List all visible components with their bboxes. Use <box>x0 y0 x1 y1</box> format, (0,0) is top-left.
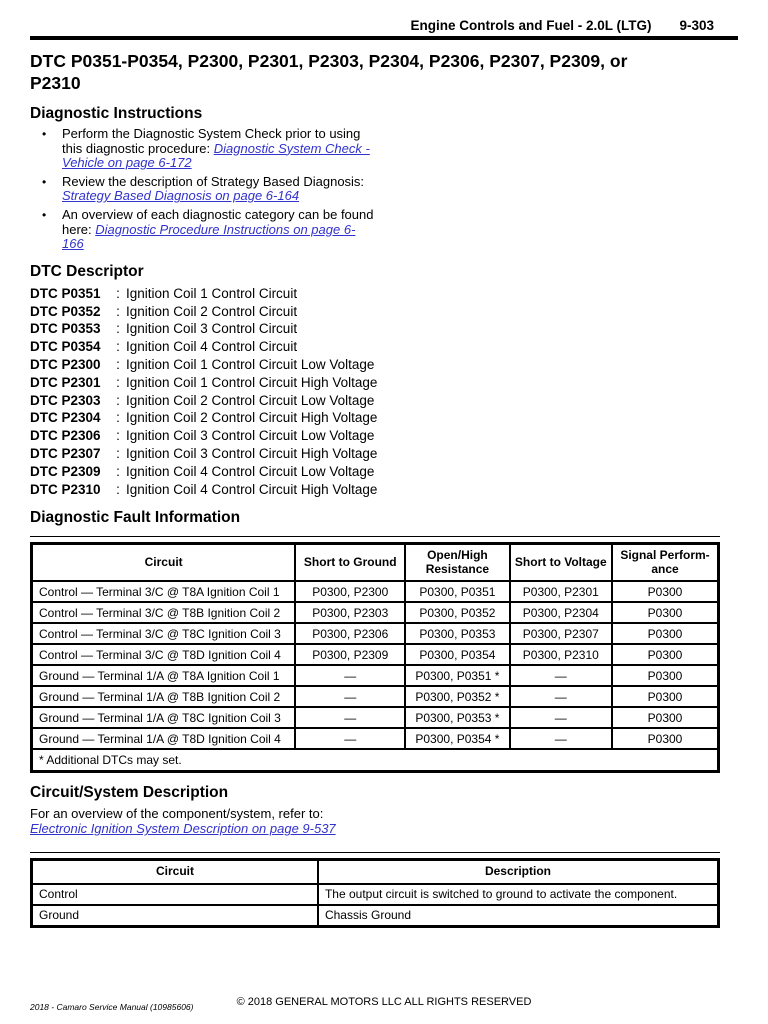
dtc-colon: : <box>116 321 120 337</box>
footer-copyright: © 2018 GENERAL MOTORS LLC ALL RIGHTS RESERVED <box>236 996 532 1008</box>
heading-diagnostic-fault-information: Diagnostic Fault Information <box>30 509 241 527</box>
running-header <box>30 18 738 40</box>
dtc-description: Ignition Coil 2 Control Circuit High Voltage <box>126 410 378 426</box>
dtc-description: Ignition Coil 2 Control Circuit Low Voltage <box>126 392 375 408</box>
table-cell: Ground <box>32 905 318 927</box>
dtc-descriptor-row <box>30 303 738 321</box>
doc-link[interactable]: Diagnostic System Check - Vehicle on page 6-172 <box>62 140 370 171</box>
dtc-descriptor-list <box>30 285 738 499</box>
table-cell: P0300, P2307 <box>510 623 612 644</box>
table-cell: Control — Terminal 3/C @ T8A Ignition Coil 1 <box>32 581 296 602</box>
table-cell: — <box>510 728 612 749</box>
table-cell: P0300 <box>612 707 719 728</box>
dtc-descriptor-row <box>30 285 738 303</box>
dtc-descriptor-row <box>30 356 738 374</box>
table-cell: P0300, P2304 <box>510 602 612 623</box>
table-cell: — <box>295 707 405 728</box>
dtc-colon: : <box>116 463 120 479</box>
table-cell: P0300, P2309 <box>295 644 405 665</box>
table-header-cell: Short to Ground <box>295 544 405 582</box>
table-header-cell: Signal Perform-ance <box>612 544 719 582</box>
dtc-descriptor-row <box>30 463 738 481</box>
instruction-text: Review the description of Strategy Based Diagnosis: <box>62 173 365 189</box>
dtc-description: Ignition Coil 1 Control Circuit Low Voltage <box>126 356 375 372</box>
doc-link[interactable]: Strategy Based Diagnosis on page 6-164 <box>62 188 300 204</box>
table-header-row <box>32 860 719 884</box>
table-cell: Ground — Terminal 1/A @ T8D Ignition Coil 4 <box>32 728 296 749</box>
dtc-description: Ignition Coil 1 Control Circuit High Voltage <box>126 374 378 390</box>
table-cell: P0300, P0353 <box>405 623 509 644</box>
table-cell: P0300, P0353 * <box>405 707 509 728</box>
dtc-code: DTC P0353 <box>30 321 101 337</box>
table-cell: Control <box>32 884 318 905</box>
dtc-descriptor-row <box>30 481 738 499</box>
dtc-description: Ignition Coil 2 Control Circuit <box>126 303 298 319</box>
table-header-cell: Short to Voltage <box>510 544 612 582</box>
instruction-text: An overview of each diagnostic category can be found here: <box>62 206 374 237</box>
table-cell: P0300 <box>612 644 719 665</box>
table-header-cell: Description <box>318 860 719 884</box>
dtc-descriptor-row <box>30 320 738 338</box>
table-cell: Ground — Terminal 1/A @ T8A Ignition Coil 1 <box>32 665 296 686</box>
table-cell: Control — Terminal 3/C @ T8B Ignition Coil 2 <box>32 602 296 623</box>
circuit-system-intro: For an overview of the component/system, refer to: <box>30 806 324 822</box>
running-header-page-number: 9-303 <box>679 18 714 33</box>
table-header-cell: Circuit <box>32 860 318 884</box>
dtc-code: DTC P0352 <box>30 303 101 319</box>
table-cell: P0300, P0351 <box>405 581 509 602</box>
dtc-descriptor-row <box>30 409 738 427</box>
fault-table-topline <box>30 536 720 537</box>
table-cell: — <box>295 686 405 707</box>
table-row <box>32 707 719 728</box>
dtc-code: DTC P2301 <box>30 374 101 390</box>
running-header-section: Engine Controls and Fuel - 2.0L (LTG) <box>410 18 652 33</box>
instruction-text: Perform the Diagnostic System Check prior to using this diagnostic procedure: <box>62 126 361 156</box>
table-cell: Ground — Terminal 1/A @ T8C Ignition Coil 3 <box>32 707 296 728</box>
dtc-descriptor-row <box>30 374 738 392</box>
dtc-colon: : <box>116 445 120 461</box>
instruction-item <box>42 208 375 252</box>
page-title: DTC P0351-P0354, P2300, P2301, P2303, P2304, P2306, P2307, P2309, or P2310 <box>30 51 628 93</box>
table-cell: P0300 <box>612 686 719 707</box>
dtc-description: Ignition Coil 4 Control Circuit Low Voltage <box>126 463 375 479</box>
doc-link-electronic-ignition[interactable]: Electronic Ignition System Description on page 9-537 <box>30 821 336 837</box>
table-row <box>32 602 719 623</box>
table-cell: — <box>510 707 612 728</box>
table-row <box>32 905 719 927</box>
table-row <box>32 884 719 905</box>
table-cell: — <box>510 665 612 686</box>
dtc-code: DTC P0351 <box>30 285 101 301</box>
table-row <box>32 644 719 665</box>
footer-manual-name: 2018 - Camaro Service Manual (10985606) <box>30 1002 194 1012</box>
diagnostic-instructions-list <box>30 127 375 252</box>
dtc-descriptor-row <box>30 392 738 410</box>
dtc-code: DTC P0354 <box>30 339 101 355</box>
description-table <box>30 858 720 928</box>
description-table-block <box>30 852 738 928</box>
dtc-description: Ignition Coil 3 Control Circuit <box>126 321 298 337</box>
header-rule <box>30 36 738 40</box>
fault-table <box>30 542 720 773</box>
dtc-descriptor-row <box>30 445 738 463</box>
table-row <box>32 728 719 749</box>
table-footnote-cell: * Additional DTCs may set. <box>32 749 719 772</box>
table-row <box>32 581 719 602</box>
description-table-topline <box>30 852 720 853</box>
table-header-cell: Circuit <box>32 544 296 582</box>
table-cell: P0300, P0351 * <box>405 665 509 686</box>
dtc-code: DTC P2310 <box>30 481 101 497</box>
table-cell: P0300, P2303 <box>295 602 405 623</box>
dtc-descriptor-row <box>30 338 738 356</box>
table-footnote-row <box>32 749 719 772</box>
table-cell: P0300, P2301 <box>510 581 612 602</box>
dtc-colon: : <box>116 392 120 408</box>
table-cell: The output circuit is switched to ground to activate the component. <box>318 884 719 905</box>
dtc-colon: : <box>116 285 120 301</box>
dtc-description: Ignition Coil 3 Control Circuit Low Voltage <box>126 428 375 444</box>
table-cell: Ground — Terminal 1/A @ T8B Ignition Coil 2 <box>32 686 296 707</box>
dtc-code: DTC P2304 <box>30 410 101 426</box>
dtc-description: Ignition Coil 4 Control Circuit <box>126 339 298 355</box>
dtc-colon: : <box>116 481 120 497</box>
instruction-item <box>42 127 375 171</box>
dtc-colon: : <box>116 410 120 426</box>
table-cell: P0300 <box>612 581 719 602</box>
dtc-descriptor-row <box>30 427 738 445</box>
table-cell: P0300, P0352 <box>405 602 509 623</box>
table-cell: — <box>295 728 405 749</box>
table-cell: P0300, P2310 <box>510 644 612 665</box>
dtc-code: DTC P2300 <box>30 356 101 372</box>
table-cell: P0300, P2300 <box>295 581 405 602</box>
doc-link[interactable]: Diagnostic Procedure Instructions on page 6-166 <box>62 221 356 252</box>
table-cell: P0300, P0354 <box>405 644 509 665</box>
dtc-description: Ignition Coil 1 Control Circuit <box>126 285 298 301</box>
table-cell: — <box>510 686 612 707</box>
table-cell: Chassis Ground <box>318 905 719 927</box>
table-cell: P0300 <box>612 728 719 749</box>
heading-diagnostic-instructions: Diagnostic Instructions <box>30 105 203 122</box>
table-row <box>32 623 719 644</box>
table-cell: P0300 <box>612 602 719 623</box>
dtc-colon: : <box>116 428 120 444</box>
dtc-colon: : <box>116 356 120 372</box>
table-cell: P0300 <box>612 665 719 686</box>
table-header-row <box>32 544 719 582</box>
dtc-description: Ignition Coil 3 Control Circuit High Voltage <box>126 445 378 461</box>
dtc-colon: : <box>116 374 120 390</box>
dtc-colon: : <box>116 339 120 355</box>
table-row <box>32 686 719 707</box>
dtc-code: DTC P2307 <box>30 445 101 461</box>
table-row <box>32 665 719 686</box>
dtc-code: DTC P2306 <box>30 428 101 444</box>
dtc-code: DTC P2309 <box>30 463 101 479</box>
heading-circuit-system-description: Circuit/System Description <box>30 784 229 802</box>
table-cell: — <box>295 665 405 686</box>
dtc-code: DTC P2303 <box>30 392 101 408</box>
dtc-colon: : <box>116 303 120 319</box>
table-cell: P0300 <box>612 623 719 644</box>
fault-table-block <box>30 536 738 773</box>
table-cell: Control — Terminal 3/C @ T8D Ignition Coil 4 <box>32 644 296 665</box>
table-cell: P0300, P2306 <box>295 623 405 644</box>
dtc-description: Ignition Coil 4 Control Circuit High Voltage <box>126 481 378 497</box>
table-cell: P0300, P0354 * <box>405 728 509 749</box>
table-cell: Control — Terminal 3/C @ T8C Ignition Coil 3 <box>32 623 296 644</box>
instruction-item <box>42 175 375 204</box>
heading-dtc-descriptor: DTC Descriptor <box>30 262 144 280</box>
table-header-cell: Open/High Resistance <box>405 544 509 582</box>
table-cell: P0300, P0352 * <box>405 686 509 707</box>
